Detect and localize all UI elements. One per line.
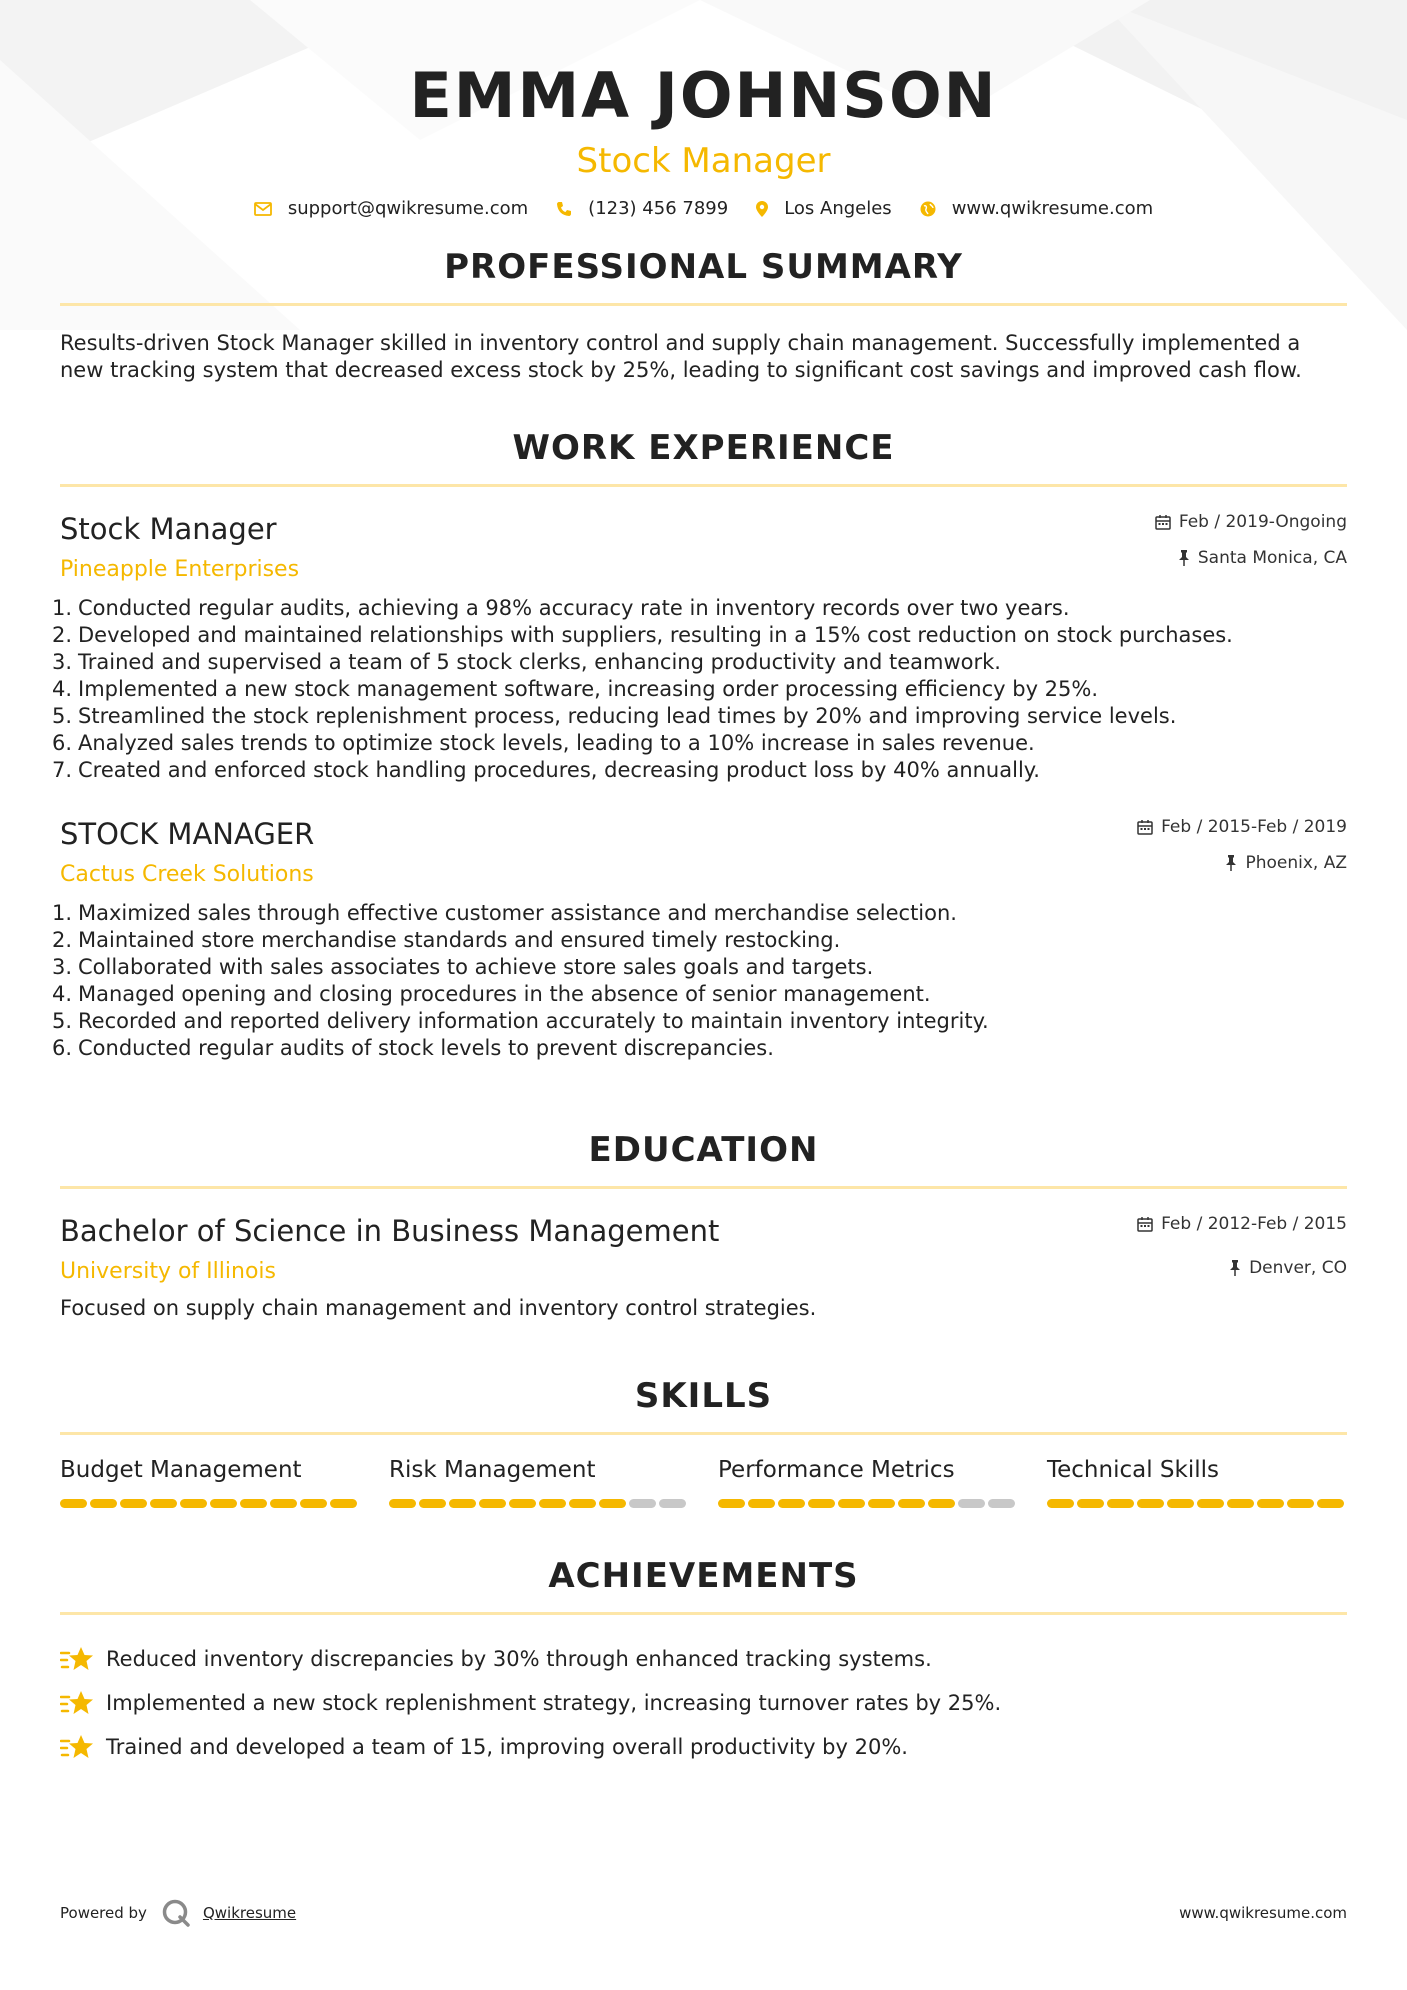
skill-level-bar [389, 1499, 689, 1508]
list-item: 4. Managed opening and closing procedures in the absence of senior management. [52, 982, 931, 1006]
section-divider [60, 484, 1347, 487]
job-bullets [52, 900, 1347, 1062]
calendar-icon [1137, 1216, 1153, 1232]
skill-dash-empty [958, 1499, 985, 1508]
skill-dash-filled [928, 1499, 955, 1508]
skill-level-bar [60, 1499, 360, 1508]
skill-dash-filled [389, 1499, 416, 1508]
list-item: 3. Collaborated with sales associates to achieve store sales goals and targets. [52, 955, 874, 979]
candidate-name: EMMA JOHNSON [409, 59, 998, 132]
skill-dash-filled [240, 1499, 267, 1508]
skill-name: Performance Metrics [718, 1457, 955, 1483]
job-location [1137, 850, 1347, 876]
achievements-list [60, 1637, 1347, 1769]
skill-level-bar [1047, 1499, 1347, 1508]
skill-dash-filled [1137, 1499, 1164, 1508]
list-item: Trained and developed a team of 15, improving overall productivity by 20%. [60, 1725, 1347, 1769]
job-title: Stock Manager [60, 512, 277, 546]
list-item: 2. Maintained store merchandise standards and ensured timely restocking. [52, 928, 841, 952]
pushpin-icon [1225, 855, 1237, 871]
skill-dash-filled [599, 1499, 626, 1508]
job-bullets [52, 595, 1347, 784]
skill-dash-filled [210, 1499, 237, 1508]
summary-text: Results-driven Stock Manager skilled in inventory control and supply chain management. Successfully implemented a new tracking system that decreased excess stock by 25%, leading to significant cost savings and improved cash flow. [60, 331, 1302, 382]
globe-icon [920, 201, 936, 217]
list-item: 4. Implemented a new stock management software, increasing order processing efficiency by 25%. [52, 677, 1099, 701]
pushpin-icon [1178, 550, 1190, 566]
education-location-text: Denver, CO [1249, 1258, 1347, 1278]
list-item: 2. Developed and maintained relationships with suppliers, resulting in a 15% cost reduction on stock purchases. [52, 623, 1233, 647]
section-divider [60, 1432, 1347, 1435]
list-item: 5. Streamlined the stock replenishment process, reducing lead times by 20% and improving service levels. [52, 704, 1177, 728]
job-company: Cactus Creek Solutions [60, 862, 314, 887]
skill-name: Risk Management [389, 1457, 596, 1483]
map-pin-icon [756, 201, 768, 217]
list-item: 7. Created and enforced stock handling procedures, decreasing product loss by 40% annually. [52, 758, 1040, 782]
job-location [1155, 545, 1347, 571]
education-dates [1137, 1211, 1347, 1237]
summary-title: PROFESSIONAL SUMMARY [444, 247, 963, 287]
powered-by-label: Powered by [60, 1904, 147, 1922]
list-item: 3. Trained and supervised a team of 5 stock clerks, enhancing productivity and teamwork. [52, 650, 1001, 674]
job-location-text: Phoenix, AZ [1245, 853, 1347, 873]
website-text: www.qwikresume.com [951, 198, 1154, 219]
job-dates [1137, 814, 1347, 840]
skill-dash-filled [449, 1499, 476, 1508]
education-location [1137, 1255, 1347, 1281]
skill-dash-filled [1047, 1499, 1074, 1508]
list-item: 6. Conducted regular audits of stock levels to prevent discrepancies. [52, 1036, 774, 1060]
skill-dash-filled [539, 1499, 566, 1508]
list-item: Implemented a new stock replenishment strategy, increasing turnover rates by 25%. [60, 1681, 1347, 1725]
skill-item [60, 1455, 360, 1508]
list-item: 1. Conducted regular audits, achieving a 98% accuracy rate in inventory records over two years. [52, 596, 1070, 620]
envelope-icon [254, 202, 272, 216]
skill-level-bar [718, 1499, 1018, 1508]
skill-item [718, 1455, 1018, 1508]
experience-section [52, 426, 1347, 1062]
skill-dash-filled [1077, 1499, 1104, 1508]
location-text: Los Angeles [784, 198, 892, 219]
education-entry [60, 1211, 1347, 1322]
resume-header [60, 0, 1347, 219]
skill-dash-filled [868, 1499, 895, 1508]
skill-dash-filled [1317, 1499, 1344, 1508]
phone-text: (123) 456 7899 [588, 198, 729, 219]
calendar-icon [1155, 514, 1171, 530]
skill-dash-filled [569, 1499, 596, 1508]
list-item: 5. Recorded and reported delivery information accurately to maintain inventory integrity. [52, 1009, 989, 1033]
star-icon [60, 1689, 94, 1717]
skill-dash-filled [1227, 1499, 1254, 1508]
job-dates [1155, 509, 1347, 535]
list-item: 6. Analyzed sales trends to optimize stock levels, leading to a 10% increase in sales revenue. [52, 731, 1035, 755]
job-company: Pineapple Enterprises [60, 557, 300, 582]
skill-dash-filled [1197, 1499, 1224, 1508]
degree-title: Bachelor of Science in Business Management [60, 1214, 720, 1248]
footer-website-link[interactable]: www.qwikresume.com [1179, 1904, 1347, 1922]
skill-dash-filled [330, 1499, 357, 1508]
contact-bar [60, 198, 1347, 219]
contact-location [756, 198, 892, 219]
section-divider [60, 1612, 1347, 1615]
contact-phone[interactable] [556, 198, 728, 219]
skill-dash-filled [419, 1499, 446, 1508]
calendar-icon [1137, 819, 1153, 835]
skill-dash-filled [300, 1499, 327, 1508]
skill-dash-empty [629, 1499, 656, 1508]
candidate-role: Stock Manager [576, 141, 831, 181]
skills-section [60, 1374, 1347, 1508]
powered-by [60, 1898, 296, 1928]
job-title: STOCK MANAGER [60, 817, 315, 851]
education-description: Focused on supply chain management and inventory control strategies. [60, 1296, 817, 1320]
skill-dash-filled [180, 1499, 207, 1508]
education-dates-text: Feb / 2012-Feb / 2015 [1161, 1214, 1347, 1234]
list-item: 1. Maximized sales through effective customer assistance and merchandise selection. [52, 901, 957, 925]
star-icon [60, 1645, 94, 1673]
section-divider [60, 1186, 1347, 1189]
skill-dash-filled [1257, 1499, 1284, 1508]
skill-dash-filled [479, 1499, 506, 1508]
job-dates-text: Feb / 2019-Ongoing [1178, 512, 1347, 532]
skill-dash-filled [90, 1499, 117, 1508]
skill-dash-filled [748, 1499, 775, 1508]
skill-dash-empty [988, 1499, 1015, 1508]
skill-dash-filled [270, 1499, 297, 1508]
skill-dash-filled [120, 1499, 147, 1508]
skill-name: Technical Skills [1047, 1457, 1219, 1483]
skill-dash-filled [60, 1499, 87, 1508]
education-title: EDUCATION [588, 1130, 819, 1170]
skill-item [1047, 1455, 1347, 1508]
skill-name: Budget Management [60, 1457, 302, 1483]
achievements-section [60, 1554, 1347, 1769]
education-section [60, 1128, 1347, 1322]
contact-email[interactable] [254, 198, 528, 219]
pushpin-icon [1229, 1260, 1241, 1276]
email-text: support@qwikresume.com [287, 198, 529, 219]
qwikresume-logo-icon [161, 1898, 191, 1928]
skill-dash-empty [659, 1499, 686, 1508]
skills-title: SKILLS [634, 1376, 773, 1416]
skill-dash-filled [150, 1499, 177, 1508]
experience-title: WORK EXPERIENCE [512, 428, 895, 468]
skill-dash-filled [1107, 1499, 1134, 1508]
skill-dash-filled [1167, 1499, 1194, 1508]
qwikresume-link[interactable]: Qwikresume [202, 1904, 297, 1922]
job-entry [52, 814, 1347, 1062]
job-location-text: Santa Monica, CA [1197, 548, 1347, 568]
list-item: Reduced inventory discrepancies by 30% through enhanced tracking systems. [60, 1637, 1347, 1681]
skill-item [389, 1455, 689, 1508]
skill-dash-filled [898, 1499, 925, 1508]
phone-icon [556, 201, 572, 217]
skill-dash-filled [808, 1499, 835, 1508]
skill-dash-filled [718, 1499, 745, 1508]
skill-dash-filled [1287, 1499, 1314, 1508]
job-dates-text: Feb / 2015-Feb / 2019 [1161, 817, 1347, 837]
job-entry [52, 509, 1347, 784]
school-name: University of Illinois [60, 1259, 276, 1284]
contact-website[interactable] [920, 198, 1153, 219]
star-icon [60, 1733, 94, 1761]
page-footer [60, 1898, 1347, 1928]
skill-dash-filled [778, 1499, 805, 1508]
summary-section [60, 245, 1347, 384]
skills-list [60, 1455, 1347, 1508]
achievements-title: ACHIEVEMENTS [548, 1556, 859, 1596]
section-divider [60, 303, 1347, 306]
skill-dash-filled [838, 1499, 865, 1508]
skill-dash-filled [509, 1499, 536, 1508]
